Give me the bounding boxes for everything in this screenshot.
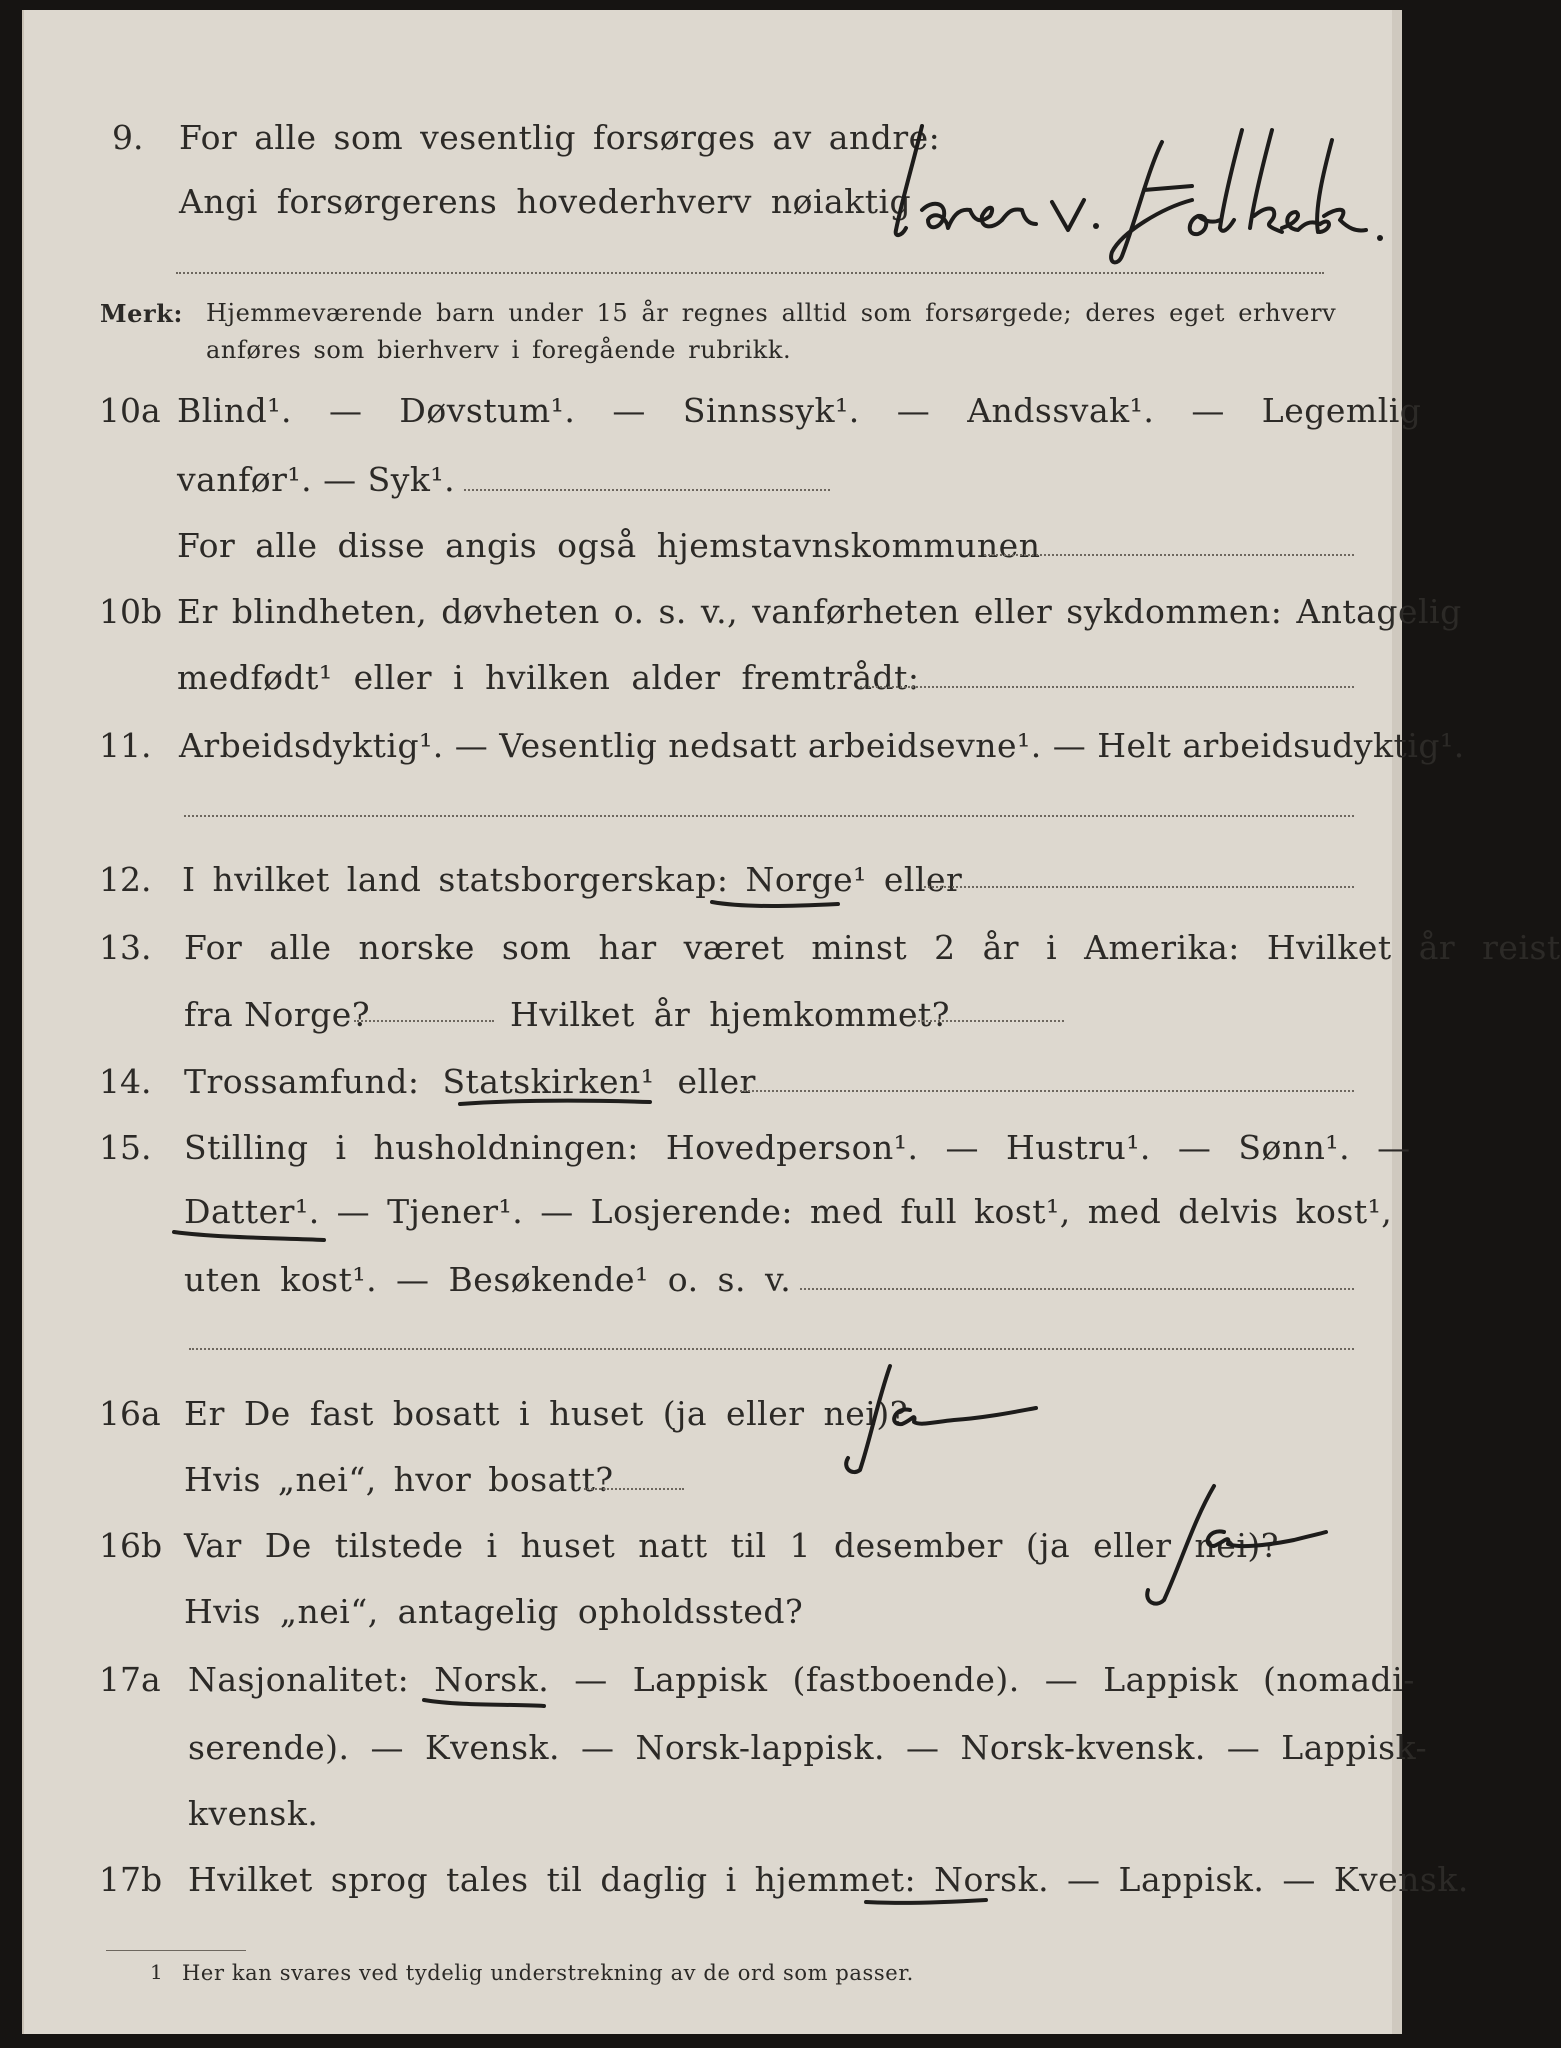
merk-line1: Hjemmeværende barn under 15 år regnes alltid som forsørgede; deres eget erhverv xyxy=(206,299,1337,327)
q13-line1: For alle norske som har været minst 2 år i Amerika: Hvilket år reist xyxy=(184,928,1561,967)
q16b-line2: Hvis „nei“, antagelig opholdssted? xyxy=(184,1592,804,1631)
q16a-handwritten-answer xyxy=(814,1360,1044,1480)
footnote-text: Her kan svares ved tydelig understrekning av de ord som passer. xyxy=(182,1961,914,1985)
q11-answer-line xyxy=(184,815,1354,817)
q10a-syk-line xyxy=(464,489,830,491)
q11-line1: Arbeidsdyktig¹. — Vesentlig nedsatt arbeidsevne¹. — Helt arbeidsudyktig¹. xyxy=(179,726,1465,765)
q16a-line1: Er De fast bosatt i huset (ja eller nei)? xyxy=(184,1394,908,1433)
q15-line1: Stilling i husholdningen: Hovedperson¹. — Hustru¹. — Sønn¹. — xyxy=(184,1128,1411,1167)
q13-number: 13. xyxy=(99,928,152,967)
q17a-norsk-underline xyxy=(420,1690,550,1714)
q10b-answer-line xyxy=(860,686,1354,688)
q13-line2a: fra Norge? xyxy=(184,995,371,1034)
q10b-number: 10b xyxy=(99,592,163,631)
q14-number: 14. xyxy=(99,1062,152,1101)
q15-answer-line xyxy=(800,1288,1354,1290)
q17b-norsk-underline xyxy=(862,1890,992,1914)
q10b-line2: medfødt¹ eller i hvilken alder fremtrådt: xyxy=(177,658,920,697)
q10a-number: 10a xyxy=(99,391,161,430)
census-form-page xyxy=(22,10,1561,2034)
q12-norge-underline xyxy=(706,890,846,914)
q12-line1: I hvilket land statsborgerskap: Norge¹ eller xyxy=(182,860,963,899)
q11-number: 11. xyxy=(99,726,152,765)
q15-number: 15. xyxy=(99,1128,152,1167)
q9-line1: For alle som vesentlig forsørges av andre: xyxy=(179,118,941,157)
q17a-number: 17a xyxy=(99,1660,161,1699)
footnote-mark: 1 xyxy=(150,1960,164,1984)
q16a-line2: Hvis „nei“, hvor bosatt? xyxy=(184,1460,614,1499)
q10a-line2: vanfør¹. — Syk¹. xyxy=(177,460,456,499)
q14-answer-line xyxy=(740,1090,1354,1092)
merk-line2: anføres som bierhverv i foregående rubrikk. xyxy=(206,336,792,364)
q9-number: 9. xyxy=(112,118,144,157)
q15-extra-line xyxy=(189,1348,1354,1350)
q15-datter-underline xyxy=(170,1224,330,1248)
q10a-line3: For alle disse angis også hjemstavnskommunen xyxy=(177,526,1041,565)
q17a-line3: kvensk. xyxy=(188,1794,319,1833)
q10b-line1: Er blindheten, døvheten o. s. v., vanførheten eller sykdommen: Antagelig xyxy=(177,592,1462,631)
q9-line2: Angi forsørgerens hovederhverv nøiaktig xyxy=(179,182,912,221)
q14-statskirken-underline xyxy=(456,1090,656,1114)
q17b-number: 17b xyxy=(99,1860,163,1899)
q17a-line1: Nasjonalitet: Norsk. — Lappisk (fastboende). — Lappisk (nomadi- xyxy=(188,1660,1415,1699)
q16b-number: 16b xyxy=(99,1526,163,1565)
q16a-bosatt-line xyxy=(584,1488,684,1490)
merk-label: Merk: xyxy=(100,299,183,328)
q16a-number: 16a xyxy=(99,1394,161,1433)
q9-handwritten-answer xyxy=(862,120,1392,270)
q13-hjemkommet-line xyxy=(914,1020,1064,1022)
q17b-line1: Hvilket sprog tales til daglig i hjemmet: Norsk. — Lappisk. — Kvensk. xyxy=(188,1860,1469,1899)
q10a-line1: Blind¹. — Døvstum¹. — Sinnssyk¹. — Andssvak¹. — Legemlig xyxy=(177,391,1422,430)
q10a-hjemstavn-line xyxy=(984,554,1354,556)
footnote-rule xyxy=(106,1950,246,1951)
q13-reist-line xyxy=(354,1020,494,1022)
q12-answer-line xyxy=(924,886,1354,888)
q15-line3: uten kost¹. — Besøkende¹ o. s. v. xyxy=(184,1260,792,1299)
q16b-handwritten-answer xyxy=(1104,1480,1334,1610)
q15-line2: Datter¹. — Tjener¹. — Losjerende: med full kost¹, med delvis kost¹, xyxy=(184,1192,1393,1231)
q16b-line1: Var De tilstede i huset natt til 1 desember (ja eller nei)? xyxy=(184,1526,1279,1565)
q12-number: 12. xyxy=(99,860,152,899)
q14-line1: Trossamfund: Statskirken¹ eller xyxy=(184,1062,756,1101)
q13-line2b: Hvilket år hjemkommet? xyxy=(510,995,950,1034)
q17a-line2: serende). — Kvensk. — Norsk-lappisk. — Norsk-kvensk. — Lappisk- xyxy=(188,1728,1428,1767)
q9-answer-line xyxy=(176,272,1324,274)
